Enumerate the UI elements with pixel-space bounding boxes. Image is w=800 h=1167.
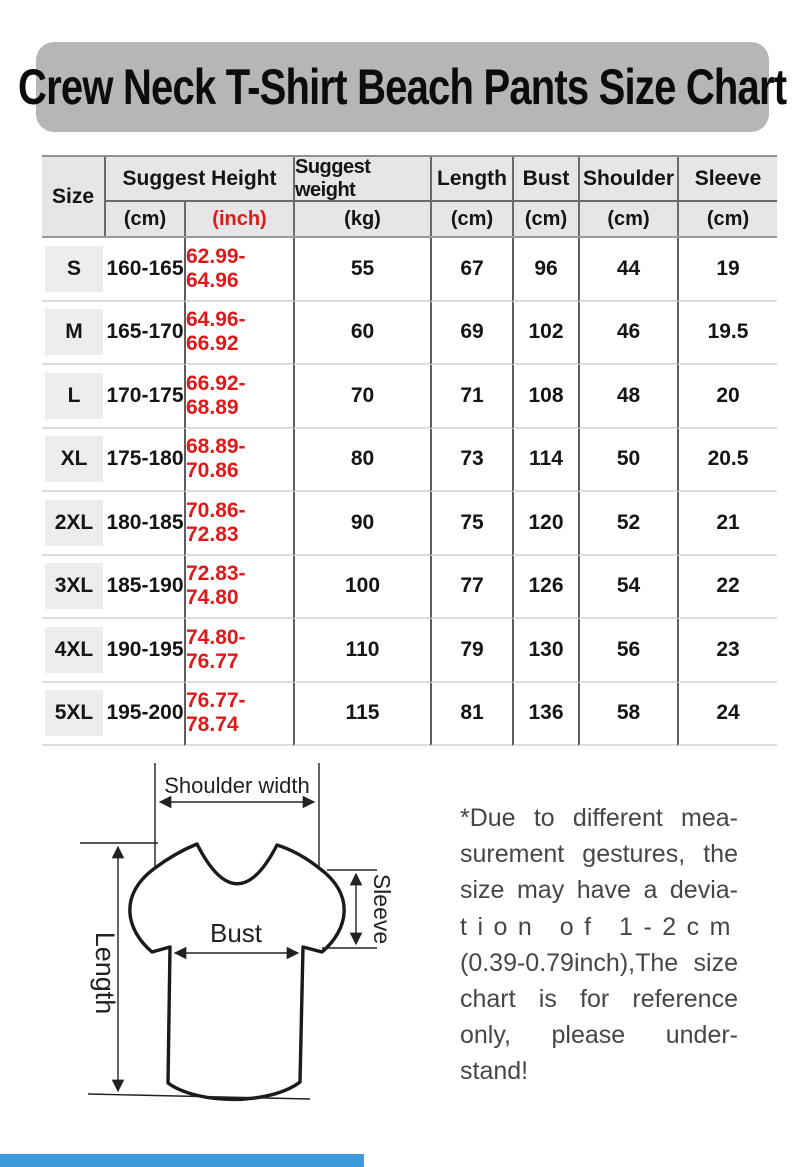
cell-height-cm: 180-185 (106, 492, 184, 556)
cell-size (42, 556, 106, 620)
cell-weight: 70 (293, 365, 430, 429)
cell-length: 79 (430, 619, 512, 683)
cell-size (42, 429, 106, 493)
size-badge: XL (45, 436, 103, 482)
cell-shoulder: 54 (578, 556, 677, 620)
note-line: chart is for reference (460, 985, 738, 1014)
size-chart-banner (18, 42, 787, 132)
note-line: (0.39-0.79inch),The size (460, 948, 738, 977)
size-table (42, 155, 777, 746)
cell-sleeve: 24 (677, 683, 777, 747)
cell-weight: 55 (293, 238, 430, 302)
cell-size (42, 492, 106, 556)
size-badge: 5XL (45, 690, 103, 736)
col-header-suggest-height: Suggest Height (106, 157, 293, 202)
cell-height-inch: 62.99-64.96 (184, 238, 293, 302)
cell-height-cm: 175-180 (106, 429, 184, 493)
cell-height-cm: 185-190 (106, 556, 184, 620)
measurement-note (460, 800, 742, 1090)
cell-size (42, 683, 106, 747)
note-line: surement gestures, the (460, 840, 738, 869)
note-line: size may have a devia- (460, 876, 738, 905)
cell-height-inch: 72.83-74.80 (184, 556, 293, 620)
size-badge: 3XL (45, 563, 103, 609)
cell-height-inch: 64.96-66.92 (184, 302, 293, 366)
cell-weight: 80 (293, 429, 430, 493)
unit-header-length-cm: (cm) (430, 202, 512, 236)
cell-size (42, 365, 106, 429)
cell-sleeve: 21 (677, 492, 777, 556)
cell-bust: 108 (512, 365, 578, 429)
cell-sleeve: 23 (677, 619, 777, 683)
cell-length: 71 (430, 365, 512, 429)
size-badge: M (45, 309, 103, 355)
note-line: *Due to different mea- (460, 804, 738, 832)
cell-weight: 60 (293, 302, 430, 366)
note-line: stand! (460, 1057, 529, 1086)
cell-bust: 114 (512, 429, 578, 493)
col-header-shoulder: Shoulder (578, 157, 677, 202)
cell-height-inch: 68.89-70.86 (184, 429, 293, 493)
tshirt-outline (130, 844, 344, 1099)
unit-header-shoulder-cm: (cm) (578, 202, 677, 236)
size-badge: S (45, 246, 103, 292)
cell-shoulder: 50 (578, 429, 677, 493)
cell-shoulder: 56 (578, 619, 677, 683)
bust-label: Bust (209, 918, 263, 948)
cell-sleeve: 20 (677, 365, 777, 429)
cell-length: 81 (430, 683, 512, 747)
page-title: Crew Neck T-Shirt Beach Pants Size Chart (18, 59, 787, 115)
tshirt-diagram (60, 755, 450, 1120)
cell-weight: 115 (293, 683, 430, 747)
unit-header-inch: (inch) (184, 202, 293, 236)
cell-weight: 100 (293, 556, 430, 620)
cell-size (42, 302, 106, 366)
length-label: Length (90, 931, 120, 1015)
cell-height-cm: 195-200 (106, 683, 184, 747)
shoulder-width-label: Shoulder width (164, 773, 310, 798)
table-header (42, 155, 777, 238)
table-body (42, 238, 777, 746)
col-header-bust: Bust (512, 157, 578, 202)
cell-bust: 120 (512, 492, 578, 556)
cell-height-inch: 74.80-76.77 (184, 619, 293, 683)
cell-sleeve: 19.5 (677, 302, 777, 366)
cell-sleeve: 20.5 (677, 429, 777, 493)
note-line: tion of 1-2cm (460, 912, 742, 941)
cell-weight: 90 (293, 492, 430, 556)
cell-shoulder: 48 (578, 365, 677, 429)
cell-bust: 102 (512, 302, 578, 366)
cell-bust: 130 (512, 619, 578, 683)
note-line: only, please under- (460, 1021, 738, 1050)
cell-shoulder: 46 (578, 302, 677, 366)
col-header-sleeve: Sleeve (677, 157, 777, 202)
size-badge: L (45, 373, 103, 419)
unit-header-cm: (cm) (123, 207, 167, 230)
cell-height-cm: 160-165 (106, 238, 184, 302)
cell-height-inch: 76.77-78.74 (184, 683, 293, 747)
cell-height-inch: 70.86-72.83 (184, 492, 293, 556)
col-header-size: Size (42, 157, 106, 236)
cell-height-cm: 170-175 (106, 365, 184, 429)
cell-length: 75 (430, 492, 512, 556)
cell-height-cm: 165-170 (106, 302, 184, 366)
cell-shoulder: 58 (578, 683, 677, 747)
unit-header-kg: (kg) (293, 202, 430, 236)
cell-length: 69 (430, 302, 512, 366)
cell-size (42, 238, 106, 302)
cell-sleeve: 22 (677, 556, 777, 620)
cell-shoulder: 44 (578, 238, 677, 302)
cell-shoulder: 52 (578, 492, 677, 556)
unit-header-bust-cm: (cm) (512, 202, 578, 236)
col-header-suggest-weight: Suggest weight (293, 157, 430, 202)
cell-height-inch: 66.92-68.89 (184, 365, 293, 429)
size-badge: 2XL (45, 500, 103, 546)
unit-header-sleeve-cm: (cm) (677, 202, 777, 236)
cell-height-cm: 190-195 (106, 619, 184, 683)
cell-bust: 96 (512, 238, 578, 302)
cell-bust: 136 (512, 683, 578, 747)
bottom-accent-bar (0, 1154, 364, 1167)
size-badge: 4XL (45, 627, 103, 673)
cell-size (42, 619, 106, 683)
cell-weight: 110 (293, 619, 430, 683)
cell-sleeve: 19 (677, 238, 777, 302)
cell-length: 77 (430, 556, 512, 620)
cell-length: 73 (430, 429, 512, 493)
cell-length: 67 (430, 238, 512, 302)
sleeve-label: Sleeve (369, 873, 395, 945)
col-header-length: Length (430, 157, 512, 202)
cell-bust: 126 (512, 556, 578, 620)
